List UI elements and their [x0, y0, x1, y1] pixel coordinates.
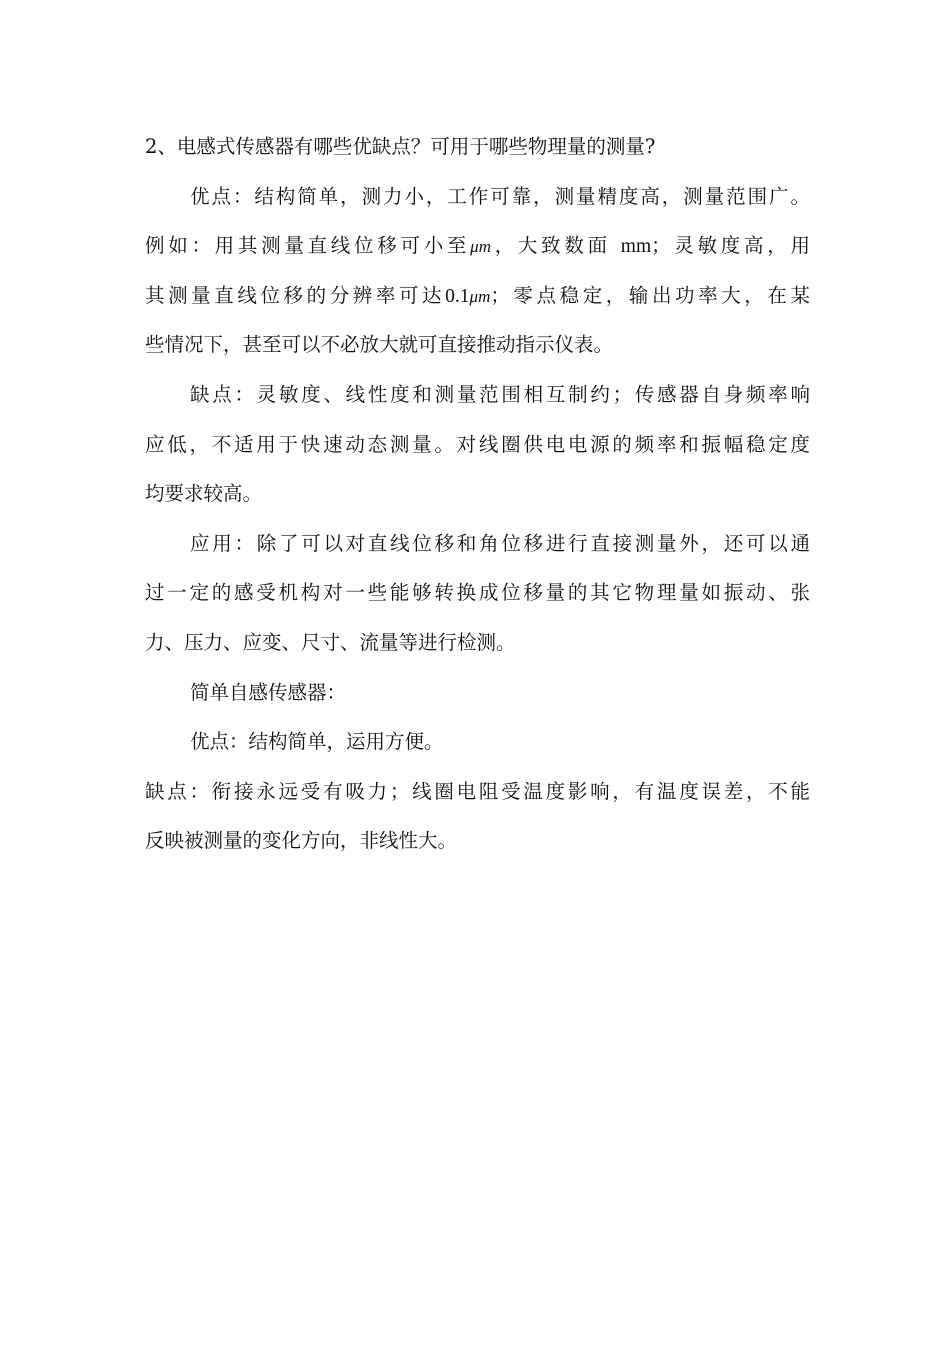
- advantages-line-1: 优点：结构简单，测力小，工作可靠，测量精度高，测量范围广。: [190, 184, 810, 208]
- disadvantages-line-2: 应低，不适用于快速动态测量。对线圈供电电源的频率和振幅稳定度: [145, 432, 810, 456]
- advantages-line-2-text-a: 例如：用其测量直线位移可小至: [145, 234, 471, 258]
- advantages-line-2: [145, 221, 810, 271]
- advantages-line-2-text-c: ；灵敏度高，用: [651, 234, 810, 258]
- unit-micrometer-2: μm: [469, 286, 491, 306]
- question-heading: 2、电感式传感器有哪些优缺点？可用于哪些物理量的测量?: [145, 135, 656, 158]
- unit-micrometer: μm: [470, 237, 491, 257]
- applications-line-3: 力、压力、应变、尺寸、流量等进行检测。: [145, 630, 516, 654]
- resolution-value: 0.1: [445, 285, 470, 307]
- disadvantages-line-3: 均要求较高。: [145, 482, 263, 506]
- simple-sensor-heading: 简单自感传感器：: [190, 680, 347, 704]
- simple-sensor-advantages: 优点：结构简单，运用方便。: [190, 730, 444, 754]
- disadvantages-line-1: 缺点：灵敏度、线性度和测量范围相互制约；传感器自身频率响: [190, 382, 810, 406]
- simple-sensor-disadvantages-line-2: 反映被测量的变化方向，非线性大。: [145, 829, 458, 853]
- advantages-line-3: [145, 271, 810, 321]
- applications-line-1: 应用：除了可以对直线位移和角位移进行直接测量外，还可以通: [190, 531, 810, 555]
- document-body: [145, 122, 810, 866]
- unit-millimeter: mm: [620, 236, 652, 258]
- applications-line-2: 过一定的感受机构对一些能够转换成位移量的其它物理量如振动、张: [145, 581, 810, 605]
- simple-sensor-disadvantages-line-1: 缺点：衔接永远受有吸力；线圈电阻受温度影响，有温度误差，不能: [145, 779, 810, 803]
- advantages-line-4: 些情况下，甚至可以不必放大就可直接推动指示仪表。: [145, 333, 614, 357]
- advantages-line-2-text-b: ，大致数面: [490, 234, 611, 258]
- advantages-line-3-text-b: ；零点稳定，输出功率大，在某: [490, 283, 810, 307]
- advantages-line-3-text-a: 其测量直线位移的分辨率可达: [145, 283, 446, 307]
